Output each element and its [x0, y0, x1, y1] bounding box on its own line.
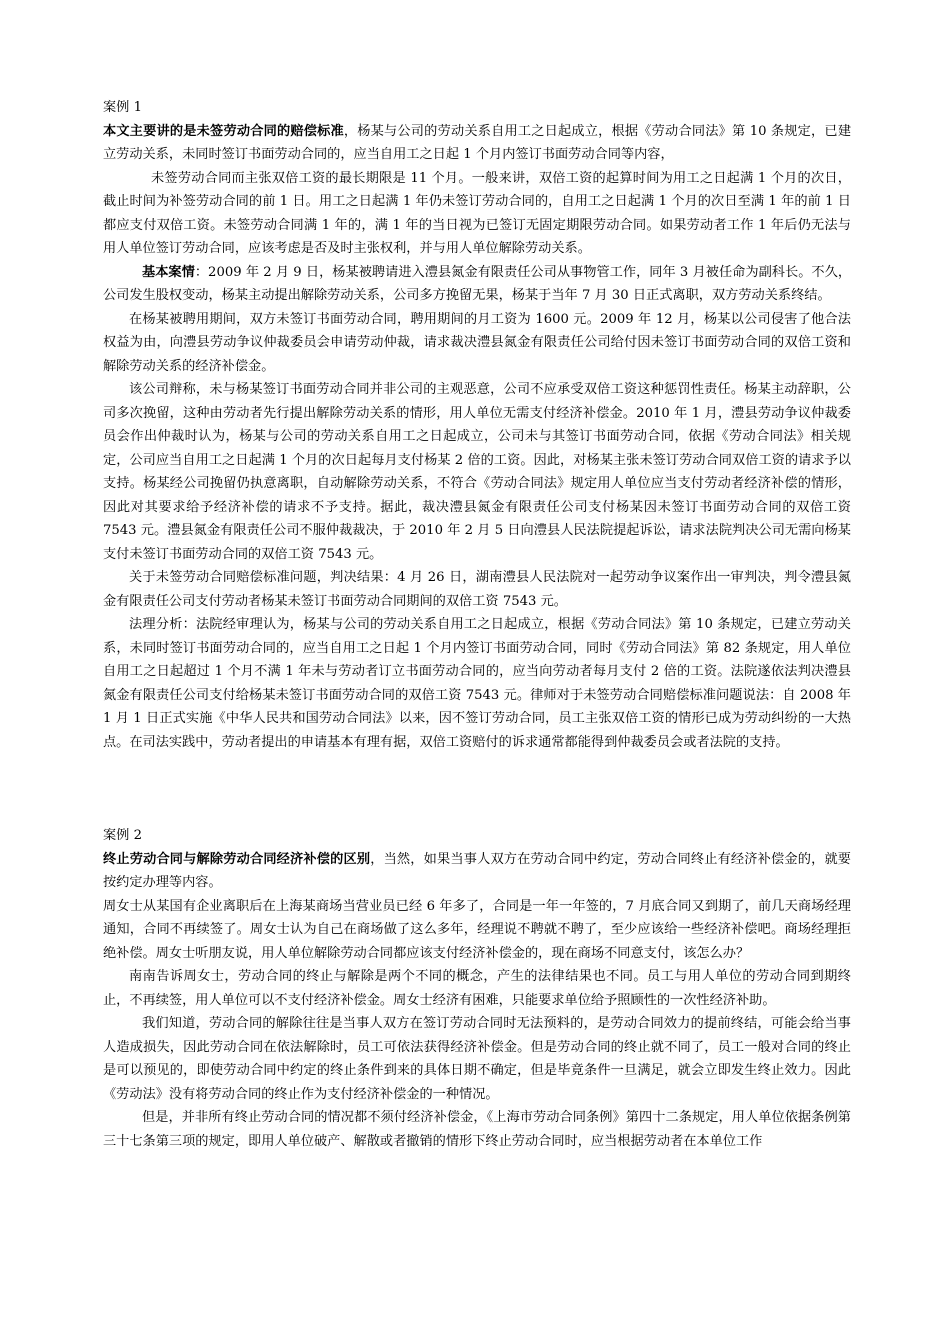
case-2-intro-text: ，当然，如果当事人双方在劳动合同中约定，劳动合同终止有经济补偿金的，就要按约定办理等内容。 [103, 851, 851, 890]
case-1-paragraph-5: 该公司辩称，未与杨某签订书面劳动合同并非公司的主观恶意，公司不应承受双倍工资这种惩罚性责任。杨某主动辞职，公司多次挽留，这种由劳动者先行提出解除劳动关系的情形，用人单位无需支付经济补偿金。2010 年 1 月，澧县劳动争议仲裁委员会作出仲裁时认为，杨某与公司的劳动关系自用工之日起成立，公司未与其签订书面劳动合同，依据《劳动合同法》相关规定，公司应当自用工之日起满 1 个月的次日起每月支付杨某 2 倍的工资。因此，对杨某主张未签订劳动合同双倍工资的请求予以支持。杨某经公司挽留仍执意离职，自动解除劳动关系，不符合《劳动合同法》规定用人单位应当支付劳动者经济补偿的情形，因此对其要求给予经济补偿的请求不予支持。据此，裁决澧县氮金有限责任公司支付杨某因未签订书面劳动合同的双倍工资 7543 元。澧县氮金有限责任公司不服仲裁裁决，于 2010 年 2 月 5 日向澧县人民法院提起诉讼，请求法院判决公司无需向杨某支付未签订书面劳动合同的双倍工资 7543 元。 [103, 382, 851, 562]
case-1-basic-facts-text: ：2009 年 2 月 9 日，杨某被聘请进入澧县氮金有限责任公司从事物管工作，同年 3 月被任命为副科长。不久，公司发生股权变动，杨某主动提出解除劳动关系，公司多方挽留无果，杨某于当年 7 月 30 日正式离职，双方劳动关系终结。 [103, 264, 852, 303]
case-2-heading: 案例 2 [103, 828, 142, 843]
case-2-paragraph-5: 但是，并非所有终止劳动合同的情况都不须付经济补偿金，《上海市劳动合同条例》第四十二条规定，用人单位依据条例第三十七条第三项的规定，即用人单位破产、解散或者撤销的情形下终止劳动合同时，应当根据劳动者在本单位工作 [103, 1110, 851, 1149]
case-1-intro [103, 120, 851, 167]
case-1-basic-facts-label: 基本案情 [142, 264, 195, 280]
case-2-paragraph-4: 我们知道，劳动合同的解除往往是当事人双方在签订劳动合同时无法预料的，是劳动合同效力的提前终结，可能会给当事人造成损失，因此劳动合同在依法解除时，员工可依法获得经济补偿金。但是劳动合同的终止就不同了，员工一般对合同的终止是可以预见的，即使劳动合同中约定的终止条件到来的具体日期不确定，但是毕竟条件一旦满足，就会立即发生终止效力。因此《劳动法》没有将劳动合同的终止作为支付经济补偿金的一种情况。 [103, 1016, 851, 1102]
section-gap [103, 754, 851, 824]
case-1-paragraph-7: 法理分析：法院经审理认为，杨某与公司的劳动关系自用工之日起成立，根据《劳动合同法》第 10 条规定，已建立劳动关系，未同时签订书面劳动合同的，应当自用工之日起 1 个月内签订书面劳动合同，同时《劳动合同法》第 82 条规定，用人单位自用工之日起超过 1 个月不满 1 年未与劳动者订立书面劳动合同的，应当向劳动者每月支付 2 倍的工资。法院遂依法判决澧县氮金有限责任公司支付给杨某未签订书面劳动合同的双倍工资 7543 元。律师对于未签劳动合同赔偿标准问题说法：自 2008 年 1 月 1 日正式实施《中华人民共和国劳动合同法》以来，因不签订劳动合同，员工主张双倍工资的情形已成为劳动纠纷的一大热点。在司法实践中，劳动者提出的申请基本有理有据，双倍工资赔付的诉求通常都能得到仲裁委员会或者法院的支持。 [103, 617, 851, 750]
case-1-paragraph-4: 在杨某被聘用期间，双方未签订书面劳动合同，聘用期间的月工资为 1600 元。2009 年 12 月，杨某以公司侵害了他合法权益为由，向澧县劳动争议仲裁委员会申请劳动仲裁，请求裁决澧县氮金有限责任公司给付因未签订书面劳动合同的双倍工资和解除劳动关系的经济补偿金。 [103, 311, 851, 374]
case-1-heading: 案例 1 [103, 100, 142, 115]
case-1-intro-bold: 本文主要讲的是未签劳动合同的赔偿标准 [103, 123, 344, 139]
case-2-intro [103, 848, 851, 895]
case-1-paragraph-3 [103, 261, 851, 308]
case-2-paragraph-2: 周女士从某国有企业离职后在上海某商场当营业员已经 6 年多了，合同是一年一年签的，7 月底合同又到期了，前几天商场经理通知，合同不再续签了。周女士认为自己在商场做了这么多年，经理说不聘就不聘了，至少应该给一些经济补偿吧。商场经理拒绝补偿。周女士听朋友说，用人单位解除劳动合同都应该支付经济补偿金的，现在商场不同意支付，该怎么办？ [103, 898, 851, 961]
case-2-intro-bold: 终止劳动合同与解除劳动合同经济补偿的区别 [103, 851, 371, 867]
case-1-intro-text: ，杨某与公司的劳动关系自用工之日起成立，根据《劳动合同法》第 10 条规定，已建立劳动关系，未同时签订书面劳动合同的，应当自用工之日起 1 个月内签订书面劳动合同等内容， [103, 123, 852, 162]
case-1-paragraph-2: 未签劳动合同而主张双倍工资的最长期限是 11 个月。一般来讲，双倍工资的起算时间为用工之日起满 1 个月的次日，截止时间为补签劳动合同的前 1 日。用工之日起满 1 年仍未签订劳动合同的，自用工之日起满 1 个月的次日至满 1 年的前 1 日都应支付双倍工资。未签劳动合同满 1 年的，满 1 年的当日视为已签订无固定期限劳动合同。如果劳动者工作 1 年后仍无法与用人单位签订劳动合同，应该考虑是否及时主张权利，并与用人单位解除劳动关系。 [103, 170, 851, 256]
case-2-paragraph-3: 南南告诉周女士，劳动合同的终止与解除是两个不同的概念，产生的法律结果也不同。员工与用人单位的劳动合同到期终止，不再续签，用人单位可以不支付经济补偿金。周女士经济有困难，只能要求单位给予照顾性的一次性经济补助。 [103, 969, 851, 1008]
case-1-paragraph-6: 关于未签劳动合同赔偿标准问题，判决结果：4 月 26 日，湖南澧县人民法院对一起劳动争议案作出一审判决，判令澧县氮金有限责任公司支付劳动者杨某未签订书面劳动合同期间的双倍工资 7543 元。 [103, 570, 851, 609]
document-page [103, 96, 851, 1153]
